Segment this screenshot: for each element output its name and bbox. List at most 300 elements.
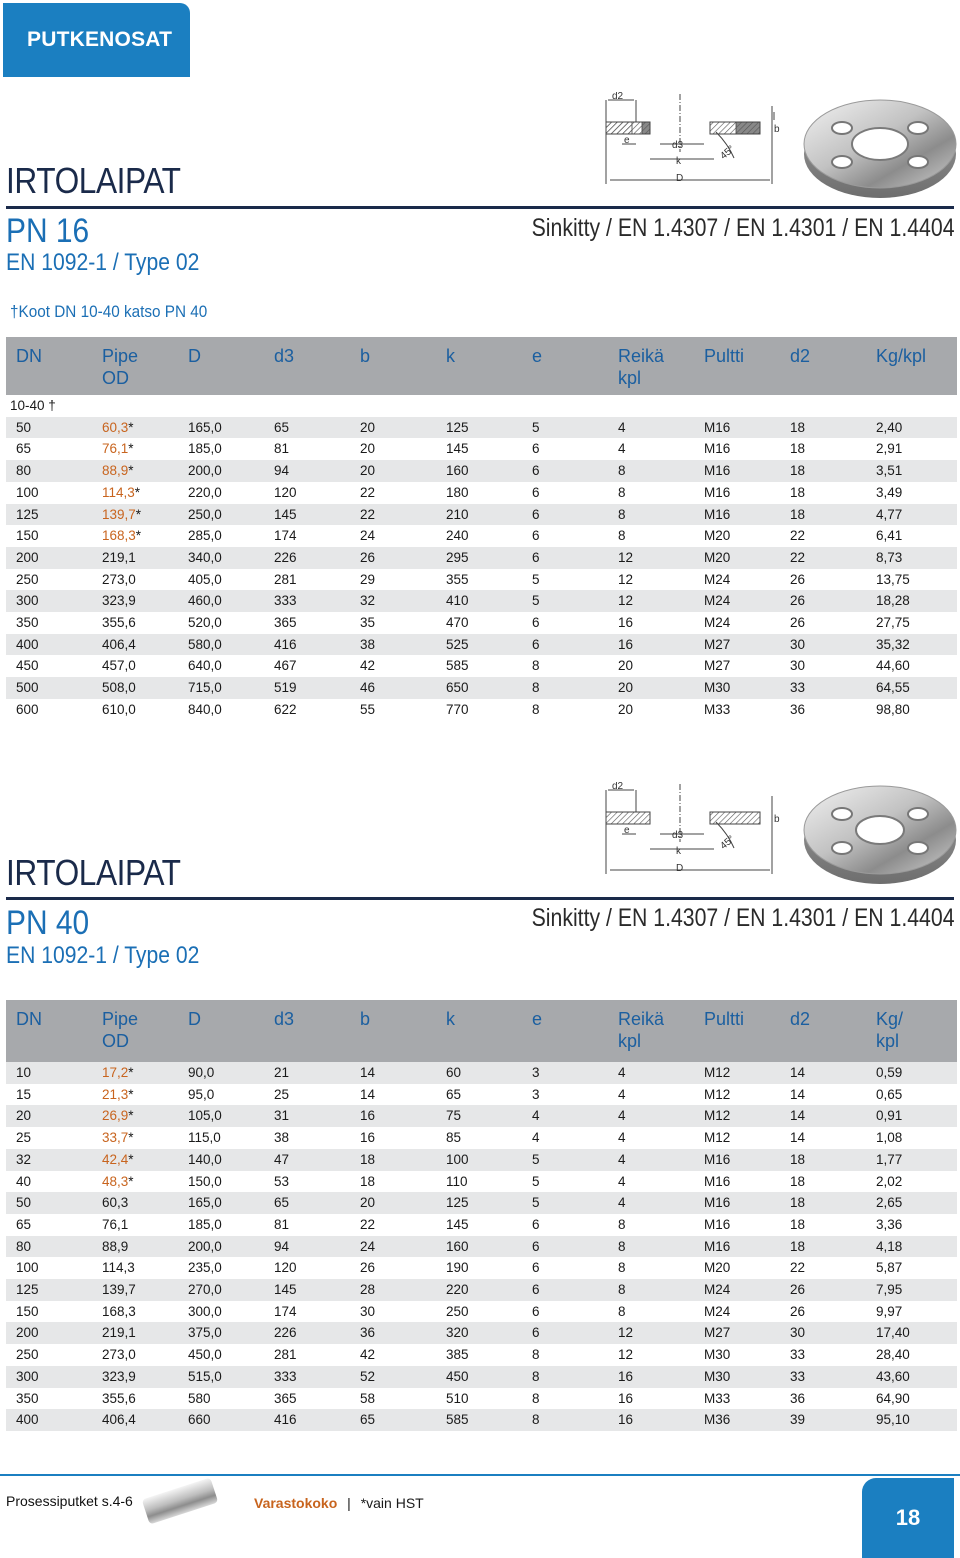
label-d2: d2 (612, 782, 624, 792)
stock-size-label: Varastokoko (254, 1495, 338, 1511)
stock-legend (254, 1495, 424, 1511)
table-cell: 8 (522, 677, 608, 699)
flange-dimension-diagram (596, 92, 796, 188)
table-cell: 519 (264, 677, 350, 699)
table-cell: 450 (436, 1366, 522, 1388)
pn16-table (6, 337, 957, 721)
table-row (6, 699, 957, 721)
table-cell: 125 (436, 417, 522, 439)
table-cell: 22 (780, 547, 866, 569)
table-cell: 6 (532, 1216, 540, 1232)
col-dn: DN (6, 337, 92, 395)
table-cell: 31 (264, 1105, 350, 1127)
table-cell: 4,18 (866, 1236, 957, 1258)
table-cell: 28,40 (876, 1347, 910, 1363)
table-cell: 60 (436, 1062, 522, 1084)
table-row (6, 1084, 957, 1106)
label-D: D (676, 173, 684, 184)
table-cell: 22 (360, 1216, 376, 1232)
table-cell: 139,7* (92, 504, 178, 526)
table-cell: 7,95 (866, 1279, 957, 1301)
table-row (6, 1192, 957, 1214)
table-cell: 2,40 (866, 417, 957, 439)
table-cell: 355,6 (102, 1390, 136, 1406)
table-cell: 44,60 (876, 658, 910, 674)
table-row (6, 460, 957, 482)
table-cell: 18 (790, 1173, 806, 1189)
table-row (6, 612, 957, 634)
table-cell: 27,75 (876, 615, 910, 631)
stock-asterisk: * (128, 1173, 134, 1189)
table-cell: 8 (532, 658, 540, 674)
standard-label: EN 1092-1 / Type 02 (6, 249, 200, 276)
table-cell: 20 (6, 1105, 92, 1127)
table-cell: 8 (618, 1216, 626, 1232)
table-cell: 8 (522, 1409, 608, 1431)
table-cell: 200 (6, 1322, 92, 1344)
table-cell: 8 (618, 1260, 626, 1276)
table-cell: 30 (360, 1303, 376, 1319)
table-cell: 120 (274, 1260, 297, 1276)
table-cell: 20 (350, 460, 436, 482)
table-cell: 168,3 (102, 1303, 136, 1319)
page-number-tab (862, 1478, 954, 1558)
table-cell: 300 (6, 1366, 92, 1388)
table-cell: 16 (350, 1105, 436, 1127)
table-cell: 3 (522, 1062, 608, 1084)
table-cell: 10 (6, 1062, 92, 1084)
table-cell: 210 (436, 504, 522, 526)
table-cell: 47 (264, 1149, 350, 1171)
table-cell: 340,0 (178, 547, 264, 569)
table-cell: M30 (704, 1347, 731, 1363)
table-cell: 12 (608, 590, 694, 612)
standard-label: EN 1092-1 / Type 02 (6, 942, 200, 969)
table-row (6, 1409, 957, 1431)
table-cell: 33 (780, 677, 866, 699)
table-cell: M12 (694, 1105, 780, 1127)
table-cell: 840,0 (188, 701, 222, 717)
table-cell: 333 (264, 590, 350, 612)
table-cell: M24 (694, 590, 780, 612)
table-cell: 300 (6, 590, 92, 612)
table-cell: 200 (6, 547, 92, 569)
col-bolt: Pultti (694, 337, 780, 395)
table-cell: M12 (704, 1086, 731, 1102)
table-cell: 6 (522, 504, 608, 526)
table-cell: 4,77 (866, 504, 957, 526)
table-cell: 14 (780, 1105, 866, 1127)
table-row (6, 438, 957, 460)
table-cell: 88,9* (92, 460, 178, 482)
table-cell: 81 (274, 1216, 290, 1232)
table-cell: 18 (790, 484, 806, 500)
table-cell: 75 (436, 1105, 522, 1127)
table-cell: 38 (350, 634, 436, 656)
table-cell: 6 (522, 1322, 608, 1344)
table-cell: 235,0 (188, 1260, 222, 1276)
table-row (6, 504, 957, 526)
table-cell: 26 (790, 571, 806, 587)
table-row (6, 1214, 957, 1236)
table-cell: 4 (608, 417, 694, 439)
col-weight: Kg/ kpl (866, 1000, 957, 1062)
col-e: e (522, 1000, 608, 1062)
table-cell: 48,3* (102, 1173, 134, 1189)
page-number: 18 (895, 1505, 921, 1530)
col-D: D (178, 337, 264, 395)
table-cell: 42 (360, 1347, 376, 1363)
table-cell: 715,0 (178, 677, 264, 699)
table-cell: M16 (704, 441, 731, 457)
table-row (6, 1301, 957, 1323)
table-cell: 26,9* (92, 1105, 178, 1127)
table-cell: 55 (360, 701, 376, 717)
flange-dimension-diagram (596, 782, 796, 878)
table-cell: 26 (790, 615, 806, 631)
table-cell: 150 (16, 528, 39, 544)
table-cell: 273,0 (102, 571, 136, 587)
col-pipe-od: Pipe OD (92, 337, 178, 395)
table-cell: 350 (16, 1390, 39, 1406)
table-cell: 4 (532, 1130, 540, 1146)
table-cell: 525 (436, 634, 522, 656)
table-cell: 640,0 (188, 658, 222, 674)
table-cell: 174 (274, 528, 297, 544)
table-cell: 80 (6, 460, 92, 482)
table-cell: 38 (274, 1130, 290, 1146)
table-cell: 80 (6, 1236, 92, 1258)
table-cell: 114,3 (102, 1260, 135, 1276)
table-cell: 22 (790, 528, 806, 544)
table-cell: 39 (780, 1409, 866, 1431)
table-cell: 460,0 (178, 590, 264, 612)
table-cell: M24 (704, 615, 731, 631)
table-row (6, 1236, 957, 1258)
table-cell: 18 (780, 417, 866, 439)
table-cell: 273,0 (102, 1347, 136, 1363)
table-cell: 510 (446, 1390, 469, 1406)
stock-asterisk: * (128, 1065, 134, 1080)
table-cell: 350 (16, 615, 39, 631)
table-cell: 6 (522, 1236, 608, 1258)
table-cell: 18 (790, 441, 806, 457)
pipe-image (142, 1478, 219, 1525)
table-cell: 333 (264, 1366, 350, 1388)
table-cell: 14 (790, 1086, 806, 1102)
table-cell: M16 (704, 1216, 731, 1232)
pn40-table (6, 1000, 957, 1431)
col-holes: Reikä kpl (608, 1000, 694, 1062)
table-cell: 1,08 (876, 1130, 903, 1146)
table-cell: 22 (360, 484, 376, 500)
table-cell: 190 (446, 1260, 469, 1276)
table-cell: 4 (608, 1149, 694, 1171)
table-row (6, 482, 957, 504)
table-cell: M12 (704, 1130, 731, 1146)
table-cell: 470 (446, 615, 469, 631)
table-cell: M16 (704, 484, 731, 500)
table-cell: 185,0 (188, 1216, 222, 1232)
size-note: †Koot DN 10-40 katso PN 40 (10, 302, 208, 321)
table-cell: 33 (780, 1366, 866, 1388)
table-cell: 120 (274, 484, 297, 500)
table-cell: 355 (446, 571, 469, 587)
col-d2: d2 (780, 337, 866, 395)
table-cell: 60,3 (92, 1192, 178, 1214)
table-cell: 12 (608, 1322, 694, 1344)
material-label: Sinkitty / EN 1.4307 / EN 1.4301 / EN 1.4404 (532, 214, 955, 242)
table-cell: 6 (532, 1260, 540, 1276)
label-angle: 45° (718, 143, 738, 162)
table-cell: 110 (446, 1173, 468, 1189)
table-cell: 6 (522, 460, 608, 482)
table-cell: 355,6 (102, 615, 136, 631)
table-cell: 270,0 (178, 1279, 264, 1301)
table-cell: 115,0 (188, 1130, 221, 1146)
table-cell: 24 (360, 528, 376, 544)
table-row (6, 1344, 957, 1366)
table-row (6, 590, 957, 612)
table-cell: 200,0 (178, 460, 264, 482)
table-cell: 6 (532, 441, 540, 457)
table-cell: 24 (350, 1236, 436, 1258)
col-b: b (350, 337, 436, 395)
table-cell: 250 (16, 1347, 39, 1363)
table-cell: 16 (608, 634, 694, 656)
table-cell: 139,7 (92, 1279, 178, 1301)
table-cell: 585 (446, 658, 469, 674)
table-cell: 4 (618, 1130, 626, 1146)
col-d2: d2 (780, 1000, 866, 1062)
table-cell: 6 (532, 528, 540, 544)
table-cell: 226 (264, 547, 350, 569)
table-cell: 600 (16, 701, 39, 717)
table-cell: 3,51 (866, 460, 957, 482)
table-cell: 18 (780, 1192, 866, 1214)
table-cell: 22 (350, 504, 436, 526)
table-cell: 15 (16, 1086, 32, 1102)
table-cell: 18,28 (866, 590, 957, 612)
table-cell: 168,3* (102, 528, 142, 544)
table-cell: 145 (264, 1279, 350, 1301)
table-cell: 515,0 (178, 1366, 264, 1388)
table-cell: 4 (608, 1105, 694, 1127)
col-e: e (522, 337, 608, 395)
table-cell: 2,91 (876, 441, 903, 457)
table-cell: 18 (360, 1173, 376, 1189)
table-cell: 622 (274, 701, 297, 717)
table-cell: 20 (618, 658, 634, 674)
table-cell: 457,0 (102, 658, 136, 674)
table-cell: 150 (16, 1303, 39, 1319)
table-cell: 8 (618, 528, 626, 544)
table-cell: 8 (532, 701, 540, 717)
table-cell: M16 (694, 1236, 780, 1258)
label-d3: d3 (672, 140, 684, 151)
table-cell: 21,3* (102, 1086, 134, 1102)
table-cell: 410 (436, 590, 522, 612)
table-cell: 220 (436, 1279, 522, 1301)
table-cell: 4 (618, 1086, 626, 1102)
table-cell: 16 (360, 1130, 376, 1146)
table-cell: 26 (790, 1303, 806, 1319)
related-products-link[interactable]: Prosessiputket s.4-6 (6, 1493, 133, 1509)
table-cell: 406,4 (92, 1409, 178, 1431)
table-cell: 100 (16, 1260, 39, 1276)
legend-separator: | (347, 1495, 351, 1511)
table-cell: 58 (360, 1390, 376, 1406)
table-cell: 400 (6, 634, 92, 656)
table-cell: 36 (790, 701, 806, 717)
table-cell: 12 (608, 547, 694, 569)
table-cell: 17,40 (866, 1322, 957, 1344)
table-row (6, 525, 957, 547)
table-cell: 36 (350, 1322, 436, 1344)
table-cell: 16 (608, 1409, 694, 1431)
table-cell: 0,65 (876, 1086, 903, 1102)
table-cell: 375,0 (178, 1322, 264, 1344)
table-cell: 4 (618, 1173, 626, 1189)
table-cell: 0,91 (866, 1105, 957, 1127)
table-cell: 406,4 (92, 634, 178, 656)
table-cell: 6 (522, 634, 608, 656)
table-cell: 250 (446, 1303, 469, 1319)
table-cell: M24 (704, 1303, 731, 1319)
table-cell: 85 (446, 1130, 462, 1146)
col-d3: d3 (264, 337, 350, 395)
table-cell: 8,73 (866, 547, 957, 569)
table-cell: 33,7* (102, 1130, 134, 1146)
table-cell: 400 (6, 1409, 92, 1431)
table-cell: 65 (16, 1216, 32, 1232)
table-cell: 323,9 (92, 590, 178, 612)
table-cell: 88,9 (92, 1236, 178, 1258)
col-k: k (436, 1000, 522, 1062)
table-row (6, 1149, 957, 1171)
table-row (6, 1279, 957, 1301)
table-cell: 3,49 (876, 484, 903, 500)
table-cell: 174 (274, 1303, 297, 1319)
table-cell: 32 (350, 590, 436, 612)
table-cell: M36 (694, 1409, 780, 1431)
table-cell: 145 (264, 504, 350, 526)
table-cell: 650 (436, 677, 522, 699)
table-cell: 300,0 (188, 1303, 222, 1319)
table-cell: 20 (608, 677, 694, 699)
table-cell: 18 (780, 504, 866, 526)
label-e: e (624, 825, 630, 836)
table-cell: 28 (350, 1279, 436, 1301)
table-cell: 33 (790, 1347, 806, 1363)
table-cell: 2,65 (866, 1192, 957, 1214)
table-cell: 6,41 (876, 528, 903, 544)
table-cell: 29 (360, 571, 376, 587)
table-cell: 64,55 (866, 677, 957, 699)
table-cell: 114,3* (102, 484, 141, 500)
table-cell: 323,9 (92, 1366, 178, 1388)
table-cell: 200,0 (178, 1236, 264, 1258)
table-cell: 219,1 (92, 547, 178, 569)
table-cell: 42 (360, 658, 376, 674)
table-cell: 76,1* (102, 441, 134, 457)
table-cell: 40 (16, 1173, 32, 1189)
table-cell: 16 (608, 1366, 694, 1388)
table-cell: 12 (618, 571, 634, 587)
label-k: k (676, 846, 681, 857)
stock-asterisk: * (128, 441, 134, 457)
table-cell: M16 (694, 1192, 780, 1214)
stock-asterisk: * (128, 1151, 134, 1167)
table-row (6, 655, 957, 677)
table-cell: 226 (264, 1322, 350, 1344)
table-cell: M16 (694, 504, 780, 526)
table-cell: M27 (694, 1322, 780, 1344)
label-e: e (624, 135, 630, 146)
table-cell: 65 (264, 417, 350, 439)
table-cell: M16 (694, 417, 780, 439)
table-cell: 500 (6, 677, 92, 699)
table-cell: 5 (532, 1173, 540, 1189)
table-cell: 9,97 (876, 1303, 903, 1319)
table-cell: 21 (264, 1062, 350, 1084)
table-cell: 76,1 (102, 1216, 129, 1232)
stock-asterisk: * (128, 419, 134, 435)
table-cell: 8 (608, 460, 694, 482)
table-cell: 20 (618, 701, 634, 717)
table-cell: 36 (790, 1390, 806, 1406)
table-cell: M16 (694, 1149, 780, 1171)
label-k: k (676, 156, 681, 167)
table-cell: 1,77 (866, 1149, 957, 1171)
table-cell: 281 (274, 1347, 297, 1363)
col-holes: Reikä kpl (608, 337, 694, 395)
table-cell: 46 (350, 677, 436, 699)
label-b: b (774, 124, 780, 135)
table-cell: 5,87 (876, 1260, 903, 1276)
table-cell: 8 (532, 1347, 540, 1363)
table-row (6, 1322, 957, 1344)
flange-photo (800, 92, 958, 202)
label-d2: d2 (612, 92, 624, 102)
table-cell: 165,0 (178, 1192, 264, 1214)
table-cell: M27 (694, 634, 780, 656)
table-cell: 125 (436, 1192, 522, 1214)
table-cell: 250 (16, 571, 39, 587)
table-row (6, 1257, 957, 1279)
category-label: PUTKENOSAT (27, 28, 173, 51)
table-cell: 160 (436, 460, 522, 482)
table-row (6, 1062, 957, 1084)
table-cell: M20 (704, 1260, 731, 1276)
table-cell: 467 (274, 658, 297, 674)
table-cell: 220,0 (188, 484, 222, 500)
table-row (6, 634, 957, 656)
table-cell: 5 (532, 571, 540, 587)
table-cell: 98,80 (876, 701, 910, 717)
category-tab (3, 3, 190, 77)
table-cell: 6 (532, 615, 540, 631)
table-cell: 240 (446, 528, 469, 544)
table-row (6, 677, 957, 699)
table-cell: 22 (790, 1260, 806, 1276)
table-cell: 64,90 (876, 1390, 910, 1406)
table-cell: 95,0 (188, 1086, 215, 1102)
table-cell: 8 (608, 1279, 694, 1301)
section-title: IRTOLAIPAT (6, 160, 181, 201)
table-row (6, 1171, 957, 1193)
table-cell: 4 (522, 1105, 608, 1127)
